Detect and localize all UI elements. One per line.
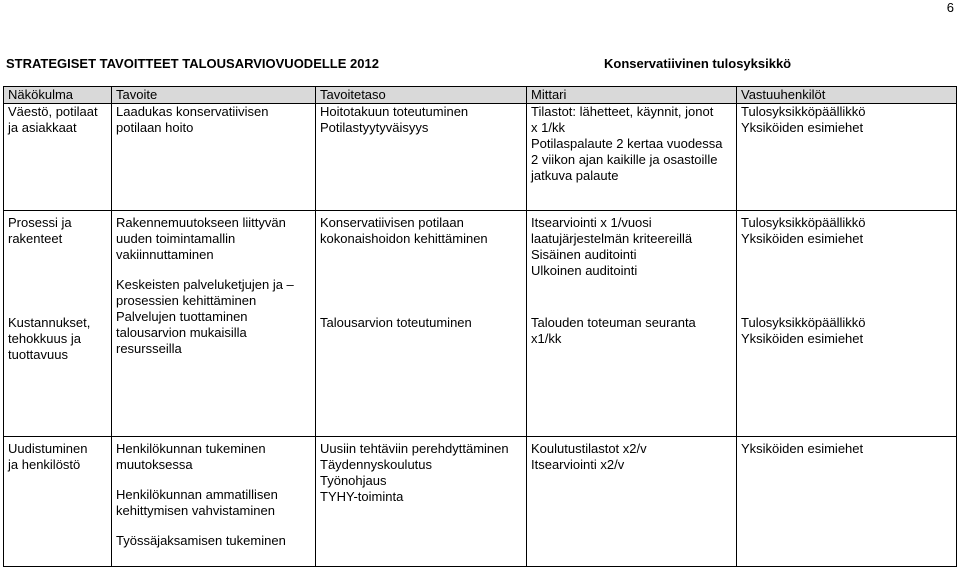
cell-tavoite bbox=[112, 104, 316, 211]
text-line: Tulosyksikköpäällikkö bbox=[741, 104, 866, 119]
text-line: Henkilökunnan tukeminen bbox=[116, 441, 266, 456]
text-line: Laadukas konservatiivisen bbox=[116, 104, 269, 119]
text-line: Työnohjaus bbox=[320, 473, 387, 488]
text-line: 2 viikon ajan kaikille ja osastoille bbox=[531, 152, 718, 167]
text-line: Väestö, potilaat bbox=[8, 104, 98, 119]
text-line: Hoitotakuun toteutuminen bbox=[320, 104, 469, 119]
text-line: laatujärjestelmän kriteereillä bbox=[531, 231, 693, 246]
text-line: Potilaspalaute 2 kertaa vuodessa bbox=[531, 136, 723, 151]
cell-vastuuhenkilot bbox=[737, 437, 957, 567]
table-row bbox=[4, 211, 957, 437]
text-line: ja asiakkaat bbox=[8, 120, 77, 135]
text-line: prosessien kehittäminen bbox=[116, 293, 257, 308]
text-line: tuottavuus bbox=[8, 347, 68, 362]
text-line: Koulutustilastot x2/v bbox=[531, 441, 647, 456]
table-row bbox=[4, 437, 957, 567]
text-line: Talousarvion toteutuminen bbox=[320, 315, 472, 330]
table-header-row bbox=[4, 87, 957, 104]
header-tavoite: Tavoite bbox=[112, 87, 316, 104]
cell-vastuuhenkilot bbox=[737, 211, 957, 437]
text-line: resursseilla bbox=[116, 341, 182, 356]
text-line: tehokkuus ja bbox=[8, 331, 81, 346]
header-nakokulma: Näkökulma bbox=[4, 87, 112, 104]
text-line: Itsearviointi x 1/vuosi bbox=[531, 215, 652, 230]
text-line: Yksiköiden esimiehet bbox=[741, 120, 864, 135]
text-line: Tulosyksikköpäällikkö bbox=[741, 215, 866, 230]
text-line: Tulosyksikköpäällikkö bbox=[741, 315, 866, 330]
text-line: Talouden toteuman seuranta bbox=[531, 315, 696, 330]
table-row bbox=[4, 104, 957, 211]
document-title: STRATEGISET TAVOITTEET TALOUSARVIOVUODELLE 2012 bbox=[6, 56, 379, 71]
cell-nakokulma bbox=[4, 211, 112, 437]
text-line: Työssäjaksamisen tukeminen bbox=[116, 533, 286, 548]
text-line: Itsearviointi x2/v bbox=[531, 457, 625, 472]
cell-mittari bbox=[527, 211, 737, 437]
text-line: talousarvion mukaisilla bbox=[116, 325, 247, 340]
cell-mittari bbox=[527, 437, 737, 567]
text-line: Tilastot: lähetteet, käynnit, jonot bbox=[531, 104, 714, 119]
text-line: Sisäinen auditointi bbox=[531, 247, 637, 262]
text-line: vakiinnuttaminen bbox=[116, 247, 214, 262]
cell-vastuuhenkilot bbox=[737, 104, 957, 211]
text-line: TYHY-toiminta bbox=[320, 489, 404, 504]
text-line: Potilastyytyväisyys bbox=[320, 120, 429, 135]
text-line: kehittymisen vahvistaminen bbox=[116, 503, 275, 518]
goals-table bbox=[3, 86, 957, 567]
text-line: Uudistuminen bbox=[8, 441, 88, 456]
cell-tavoite bbox=[112, 437, 316, 567]
header-tavoitetaso: Tavoitetaso bbox=[316, 87, 527, 104]
cell-nakokulma bbox=[4, 437, 112, 567]
text-line: Uusiin tehtäviin perehdyttäminen bbox=[320, 441, 509, 456]
text-line: Yksiköiden esimiehet bbox=[741, 331, 864, 346]
text-line: Prosessi ja bbox=[8, 215, 72, 230]
text-line: muutoksessa bbox=[116, 457, 193, 472]
header-vastuuhenkilot: Vastuuhenkilöt bbox=[737, 87, 957, 104]
text-line: uuden toimintamallin bbox=[116, 231, 236, 246]
text-line: x1/kk bbox=[531, 331, 562, 346]
text-line: Henkilökunnan ammatillisen bbox=[116, 487, 278, 502]
cell-tavoitetaso bbox=[316, 211, 527, 437]
text-line: Palvelujen tuottaminen bbox=[116, 309, 248, 324]
text-line: kokonaishoidon kehittäminen bbox=[320, 231, 488, 246]
text-line: Yksiköiden esimiehet bbox=[741, 441, 864, 456]
unit-name: Konservatiivinen tulosyksikkö bbox=[604, 56, 792, 71]
text-line: Keskeisten palveluketjujen ja – bbox=[116, 277, 294, 292]
text-line: Rakennemuutokseen liittyvän bbox=[116, 215, 286, 230]
text-line: rakenteet bbox=[8, 231, 63, 246]
cell-tavoite bbox=[112, 211, 316, 437]
text-line: Konservatiivisen potilaan bbox=[320, 215, 464, 230]
text-line: Kustannukset, bbox=[8, 315, 91, 330]
cell-tavoitetaso bbox=[316, 104, 527, 211]
text-line: jatkuva palaute bbox=[531, 168, 619, 183]
text-line: potilaan hoito bbox=[116, 120, 194, 135]
text-line: x 1/kk bbox=[531, 120, 565, 135]
cell-tavoitetaso bbox=[316, 437, 527, 567]
cell-mittari bbox=[527, 104, 737, 211]
header-mittari: Mittari bbox=[527, 87, 737, 104]
text-line: ja henkilöstö bbox=[8, 457, 81, 472]
text-line: Yksiköiden esimiehet bbox=[741, 231, 864, 246]
cell-nakokulma bbox=[4, 104, 112, 211]
text-line: Täydennyskoulutus bbox=[320, 457, 433, 472]
text-line: Ulkoinen auditointi bbox=[531, 263, 638, 278]
page-number: 6 bbox=[946, 0, 954, 15]
